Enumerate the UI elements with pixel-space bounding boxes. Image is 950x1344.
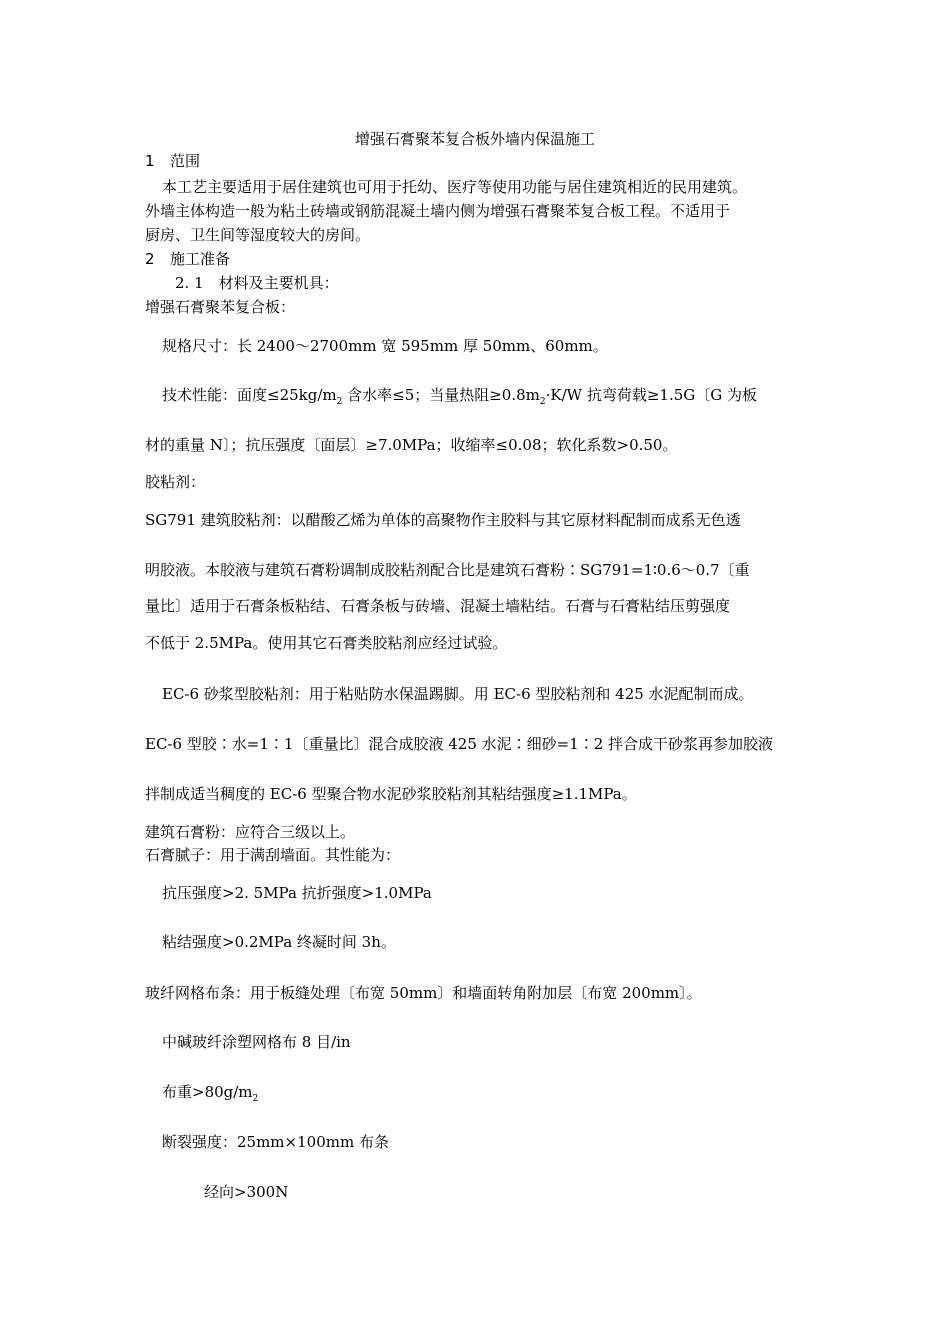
paragraph-line: 量比〕适用于石膏条板粘结、石膏条板与砖墙、混凝土墙粘结。石膏与石膏粘结压剪强度 [145, 597, 731, 615]
tech-text: 技术性能：面度≤25kg/m [162, 386, 337, 404]
doc-title: 增强石膏聚苯复合板外墙内保温施工 [354, 130, 595, 148]
section-number: 2 [145, 250, 155, 268]
property-line: 中碱玻纤涂塑网格布 8 目/in [162, 1033, 351, 1051]
material-label: 胶粘剂： [145, 473, 206, 491]
material-label: 增强石膏聚苯复合板： [145, 298, 296, 316]
section-number: 1 [145, 152, 155, 170]
property-text: 布重>80g/m [162, 1083, 253, 1101]
paragraph-line: 外墙主体构造一般为粘土砖墙或钢筋混凝土墙内侧为增强石膏聚苯复合板工程。不适用于 [145, 202, 731, 220]
section-title: 范围 [170, 152, 201, 170]
section-1-heading [145, 150, 200, 172]
property-line: 粘结强度>0.2MPa 终凝时间 3h。 [162, 933, 396, 951]
section-2-heading [145, 248, 230, 270]
spec-line: 规格尺寸：长 2400～2700mm 宽 595mm 厚 50mm、60mm。 [162, 337, 608, 355]
subscript: 2 [539, 397, 546, 407]
paragraph-line: EC-6 砂浆型胶粘剂：用于粘贴防水保温踢脚。用 EC-6 型胶粘剂和 425 水泥配制而成。 [162, 685, 754, 703]
paragraph-line: 拌制成适当稠度的 EC-6 型聚合物水泥砂浆胶粘剂其粘结强度≥1.1MPa。 [145, 785, 637, 803]
paragraph-line: 石膏腻子：用于满刮墙面。其性能为： [145, 846, 401, 864]
paragraph-line: 玻纤网格布条：用于板缝处理〔布宽 50mm〕和墙面转角附加层〔布宽 200mm〕。 [145, 984, 702, 1002]
paragraph-line: 厨房、卫生间等湿度较大的房间。 [145, 226, 371, 244]
paragraph-line: SG791 建筑胶粘剂：以醋酸乙烯为单体的高聚物作主胶料与其它原材料配制而成系无色透 [145, 511, 741, 529]
paragraph-line: 不低于 2.5MPa。使用其它石膏类胶粘剂应经过试验。 [145, 634, 508, 652]
tech-line [162, 384, 757, 413]
property-line [162, 1081, 258, 1110]
subscript: 2 [252, 1094, 259, 1104]
property-line: 抗压强度>2. 5MPa 抗折强度>1.0MPa [162, 884, 432, 902]
tech-text: 含水率≤5；当量热阻≥0.8m [342, 386, 540, 404]
property-line: 经向>300N [204, 1183, 289, 1201]
property-line: 断裂强度：25mm×100mm 布条 [162, 1133, 389, 1151]
tech-text: ·K/W 抗弯荷载≥1.5G〔G 为板 [545, 386, 757, 404]
subscript: 2 [336, 397, 343, 407]
tech-line: 材的重量 N〕；抗压强度〔面层〕≥7.0MPa；收缩率≤0.08；软化系数>0.50。 [145, 436, 678, 454]
paragraph-line: EC-6 型胶∶水=1∶1〔重量比〕混合成胶液 425 水泥∶细砂=1∶2 拌合成干砂浆再参加胶液 [145, 735, 774, 753]
paragraph-line: 明胶液。本胶液与建筑石膏粉调制成胶粘剂配合比是建筑石膏粉∶SG791=1∶0.6～0.7〔重 [145, 561, 750, 579]
subsection-heading: 2. 1 材料及主要机具： [175, 274, 339, 292]
paragraph-line: 建筑石膏粉：应符合三级以上。 [145, 823, 356, 841]
paragraph-line: 本工艺主要适用于居住建筑也可用于托幼、医疗等使用功能与居住建筑相近的民用建筑。 [162, 178, 748, 196]
section-title: 施工准备 [170, 250, 231, 268]
